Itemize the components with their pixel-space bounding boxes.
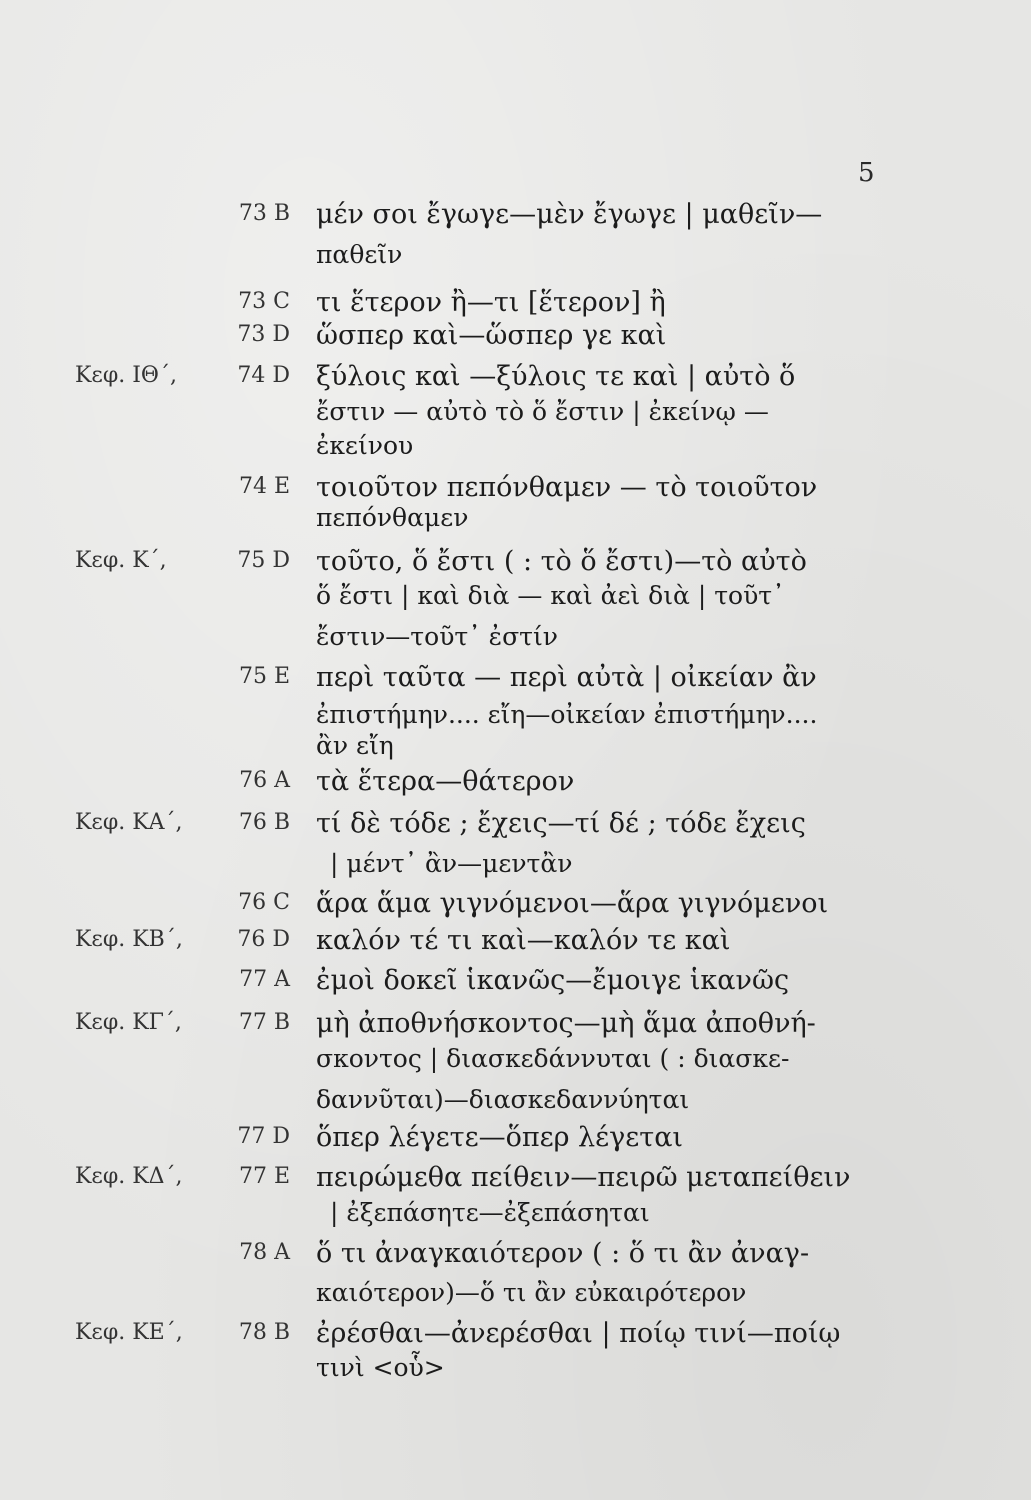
entry-line [0,1082,1031,1122]
page-reference: 73 D [237,322,290,347]
entry-line [0,619,1031,659]
entry-line [0,1160,1031,1200]
entry-line [0,318,1031,358]
entry-line [0,728,1031,768]
entry-text: παθεῖν [316,240,403,269]
page-reference: 75 E [238,664,290,689]
entry-line [0,764,1031,804]
page-reference: 74 D [237,363,290,388]
entry-line [0,197,1031,237]
page-reference: 75 D [237,548,290,573]
chapter-label: Κεφ. ΚΒ΄, [75,927,183,952]
chapter-label: Κεφ. ΚΕ΄, [75,1320,183,1345]
entry-line [0,500,1031,540]
page-reference: 77 B [238,1010,290,1035]
entry-line [0,1120,1031,1160]
chapter-label: Κεφ. ΚΔ΄, [75,1164,183,1189]
entry-line [0,1006,1031,1046]
entry-text: ἐρέσθαι—ἀνερέσθαι | ποίῳ τινί—ποίῳ [316,1318,841,1349]
entry-line [0,1350,1031,1390]
entry-line [0,578,1031,618]
entry-text: περὶ ταῦτα — περὶ αὐτὰ | οἰκείαν ἂν [316,662,817,693]
entry-text: ἐπιστήμην.... εἴη—οἰκείαν ἐπιστήμην.... [316,700,818,729]
entry-line [0,237,1031,277]
entry-text: ἔστιν—τοῦτ᾽ ἐστίν [316,622,558,651]
entry-text: ξύλοις καὶ —ξύλοις τε καὶ | αὐτὸ ὅ [316,361,796,392]
page-reference: 76 A [239,768,290,793]
entry-text: ὅ ἔστι | καὶ διὰ — καὶ ἀεὶ διὰ | τοῦτ᾽ [316,581,785,610]
entry-text: τοιοῦτον πεπόνθαμεν — τὸ τοιοῦτον [316,472,818,503]
page-reference: 78 B [238,1320,290,1345]
entry-line [0,846,1031,886]
entry-line [0,806,1031,846]
page-reference: 78 A [239,1240,290,1265]
page-reference: 77 E [238,1164,290,1189]
entry-text: καιότερον)—ὅ τι ἂν εὐκαιρότερον [316,1278,747,1307]
chapter-label: Κεφ. ΚΑ΄, [75,810,183,835]
entry-text: ὅ τι ἀναγκαιότερον ( : ὅ τι ἂν ἀναγ- [316,1238,810,1269]
entry-line [0,1275,1031,1315]
page-reference: 76 C [238,890,290,915]
chapter-label: Κεφ. ΙΘ΄, [75,363,177,388]
entry-text: δαννῦται)—διασκεδαννύηται [316,1085,690,1114]
entry-text: τινὶ <οὗ> [316,1353,445,1382]
entry-line [0,660,1031,700]
entry-text: | μέντ᾽ ἂν—μεντἂν [330,849,573,878]
entry-text: τι ἕτερον ἢ—τι [ἕτερον] ἢ [316,287,666,318]
entry-text: τὰ ἕτερα—θάτερον [316,766,575,797]
entry-text: μὴ ἀποθνήσκοντος—μὴ ἅμα ἀποθνή- [316,1008,816,1039]
entry-line [0,1236,1031,1276]
entry-text: ἅρα ἅμα γιγνόμενοι—ἅρα γιγνόμενοι [316,888,829,919]
entry-text: ἐκείνου [316,431,414,460]
entry-line [0,923,1031,963]
entry-text: ὅπερ λέγετε—ὅπερ λέγεται [316,1122,684,1153]
page-reference: 77 D [237,1124,290,1149]
page-reference: 74 E [238,474,290,499]
chapter-label: Κεφ. Κ΄, [75,548,167,573]
entry-text: τοῦτο, ὅ ἔστι ( : τὸ ὅ ἔστι)—τὸ αὐτὸ [316,546,807,577]
page-reference: 76 D [237,927,290,952]
entry-line [0,963,1031,1003]
entry-text: | ἐξεπάσητε—ἐξεπάσηται [330,1198,650,1227]
entry-text: σκοντος | διασκεδάννυται ( : διασκε- [316,1044,790,1073]
entry-line [0,886,1031,926]
page-reference: 73 C [238,289,290,314]
page-reference: 77 A [239,967,290,992]
page-reference: 76 B [238,810,290,835]
entry-line [0,1041,1031,1081]
entry-text: ἐμοὶ δοκεῖ ἱκανῶς—ἔμοιγε ἱκανῶς [316,965,790,996]
entry-text: τί δὲ τόδε ; ἔχεις—τί δέ ; τόδε ἔχεις [316,808,806,839]
page-reference: 73 B [238,201,290,226]
entry-text: ἂν εἴη [316,731,394,760]
entry-text: μέν σοι ἔγωγε—μὲν ἔγωγε | μαθεῖν— [316,199,823,230]
entry-line [0,359,1031,399]
entry-text: καλόν τέ τι καὶ—καλόν τε καὶ [316,925,731,956]
page-number: 5 [858,158,875,188]
entry-text: πεπόνθαμεν [316,503,469,532]
entry-text: πειρώμεθα πείθειν—πειρῶ μεταπείθειν [316,1162,851,1193]
entry-text: ὥσπερ καὶ—ὥσπερ γε καὶ [316,320,667,351]
entry-line [0,428,1031,468]
entry-line [0,1195,1031,1235]
chapter-label: Κεφ. ΚΓ΄, [75,1010,182,1035]
entry-text: ἔστιν — αὐτὸ τὸ ὅ ἔστιν | ἐκείνῳ — [316,397,769,426]
